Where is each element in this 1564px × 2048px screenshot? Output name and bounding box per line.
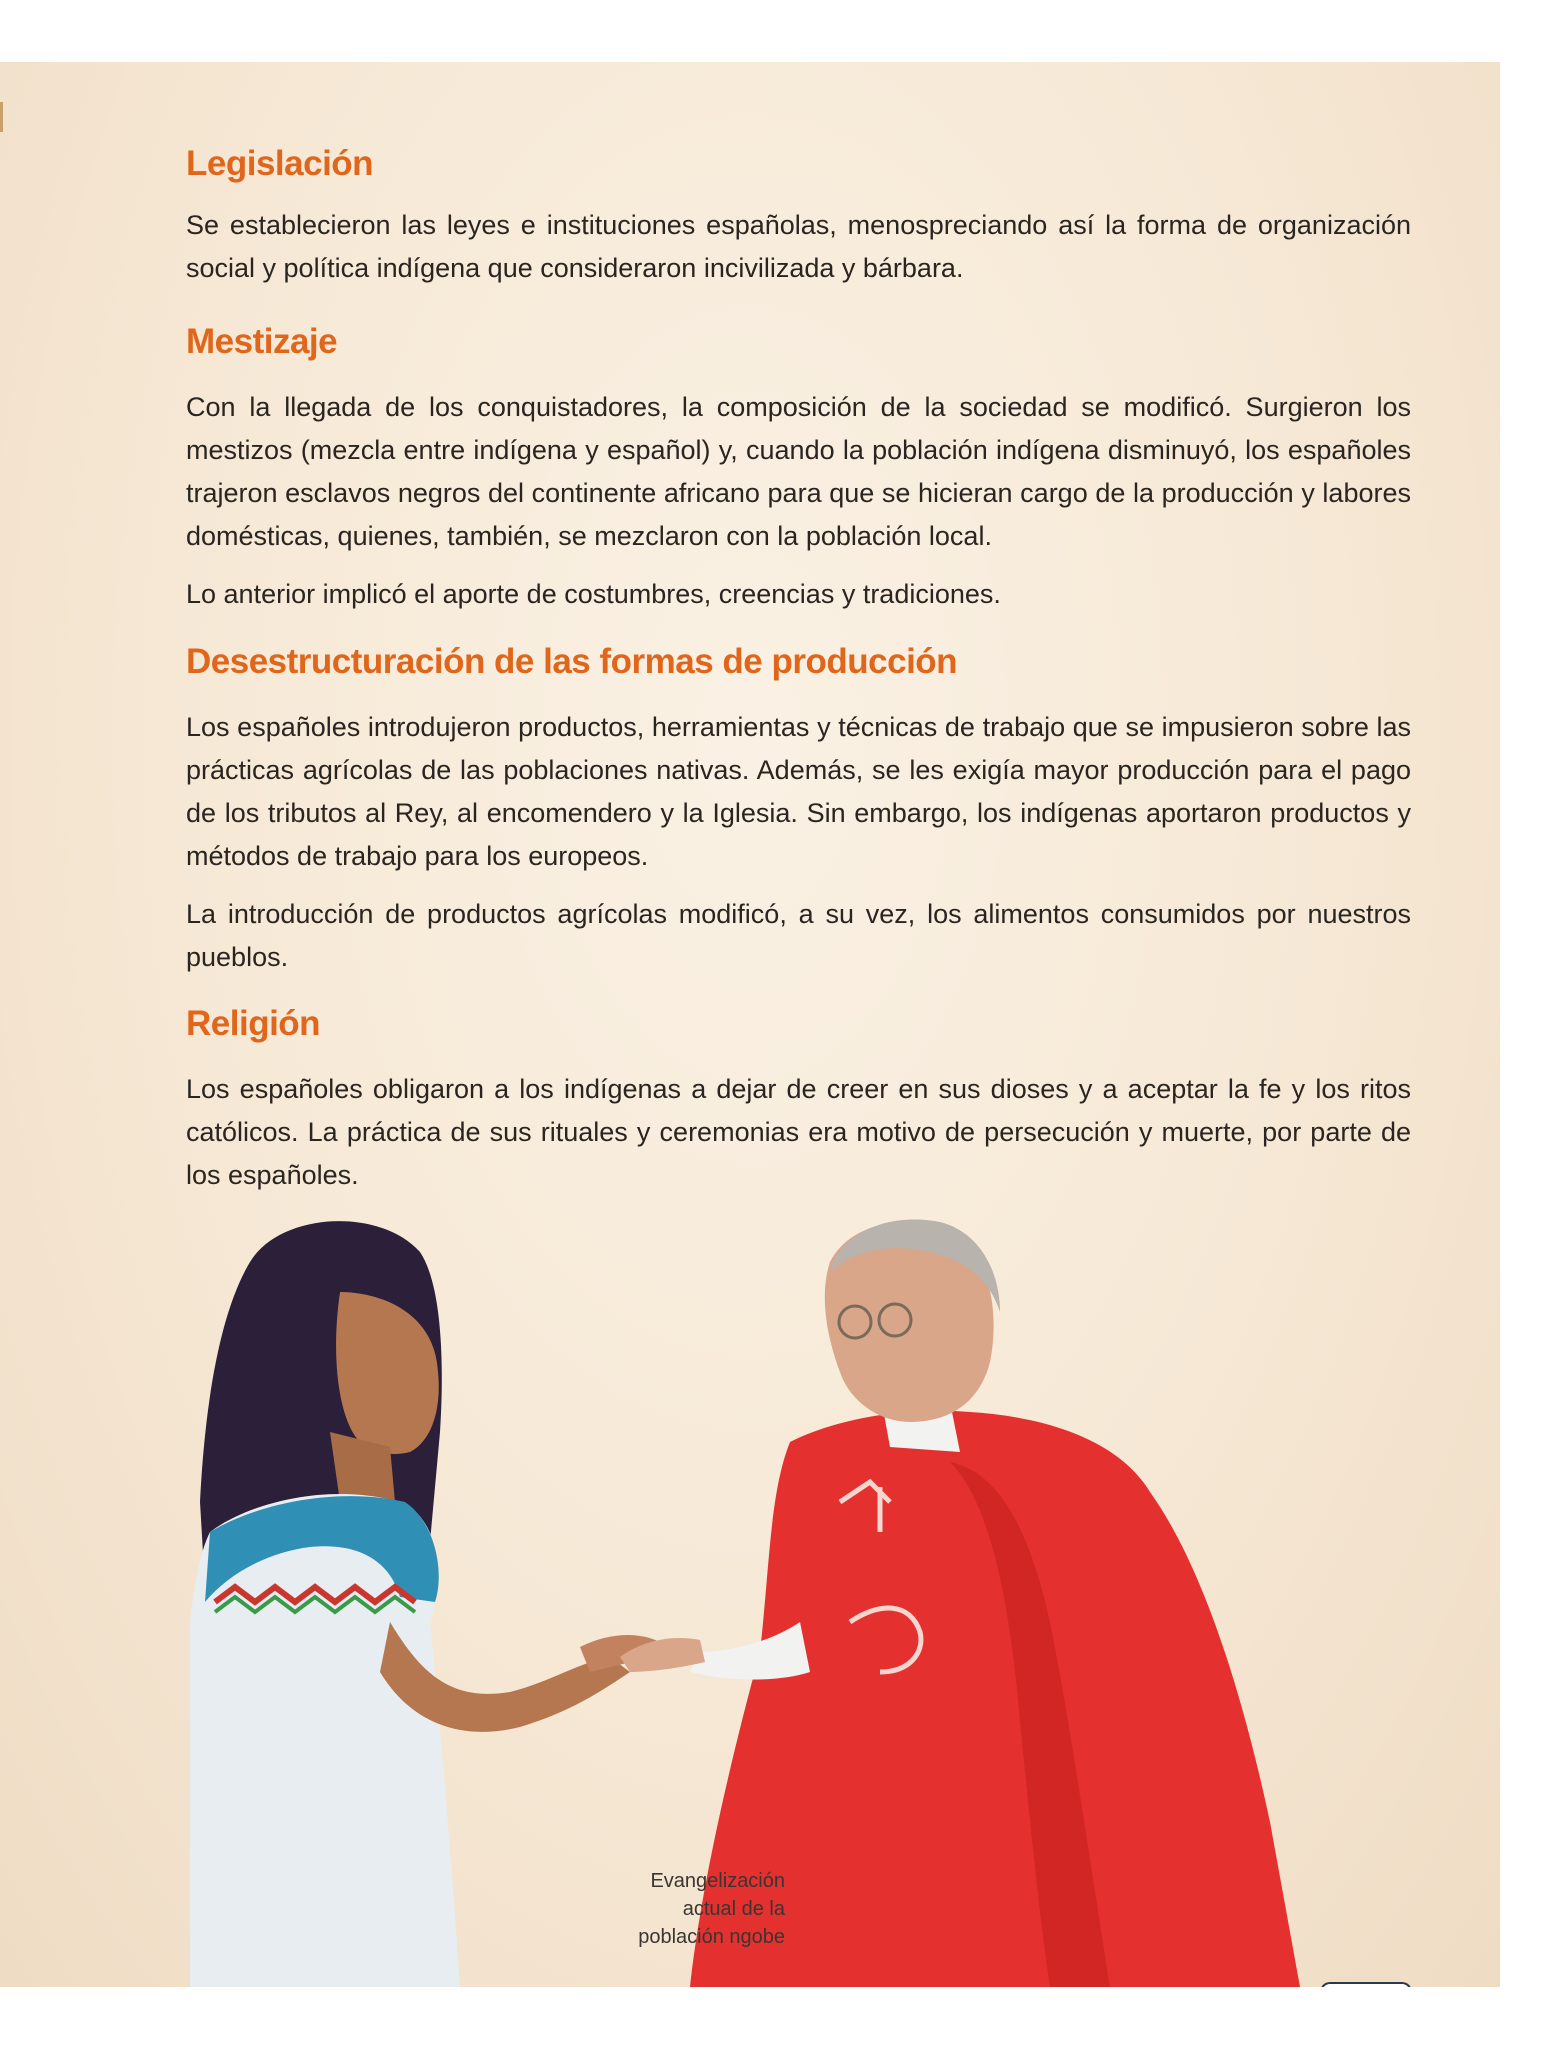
caption-line: Evangelización: [650, 1870, 785, 1892]
section-produccion: [186, 640, 1411, 979]
caption-line: población ngobe: [638, 1926, 785, 1948]
caption-line: actual de la: [682, 1898, 785, 1920]
section-heading: Religión: [186, 1004, 321, 1043]
section-paragraph: Los españoles introdujeron productos, herramientas y técnicas de trabajo que se impusieron sobre las prácticas agrícolas de las poblaciones nativas. Además, se les exigía mayor producción para el pago de los tributos al Rey, al encomendero y la Iglesia. Sin embargo, los indígenas aportaron productos y métodos de trabajo para los europeos.: [186, 712, 1411, 871]
page-number: [1320, 1982, 1412, 1987]
page-edge: [0, 102, 3, 132]
evangelization-photo: [190, 1202, 1410, 1987]
section-heading: Desestructuración de las formas de producción: [186, 642, 958, 681]
section-paragraph: La introducción de productos agrícolas modificó, a su vez, los alimentos consumidos por nuestros pueblos.: [186, 899, 1411, 972]
section-legislacion: [186, 142, 1411, 290]
section-religion: [186, 1002, 1411, 1197]
section-heading: Mestizaje: [186, 322, 338, 361]
section-paragraph: Lo anterior implicó el aporte de costumbres, creencias y tradiciones.: [186, 579, 1001, 609]
section-heading: Legislación: [186, 144, 374, 183]
section-paragraph: Los españoles obligaron a los indígenas a dejar de creer en sus dioses y a aceptar la fe y los ritos católicos. La práctica de sus rituales y ceremonias era motivo de persecución y muerte, por parte de los españoles.: [186, 1074, 1411, 1190]
section-paragraph: Se establecieron las leyes e instituciones españolas, menospreciando así la forma de organización social y política indígena que consideraron incivilizada y bárbara.: [186, 210, 1411, 283]
priest-sleeve: [690, 1622, 810, 1680]
photo-caption: [600, 1867, 785, 1951]
section-paragraph: Con la llegada de los conquistadores, la composición de la sociedad se modificó. Surgieron los mestizos (mezcla entre indígena y español) y, cuando la población indígena disminuyó, los españoles trajeron esclavos negros del continente africano para que se hicieran cargo de la producción y labores domésticas, quienes, también, se mezclaron con la población local.: [186, 392, 1411, 551]
section-mestizaje: [186, 320, 1411, 616]
page-background: [0, 62, 1500, 1987]
